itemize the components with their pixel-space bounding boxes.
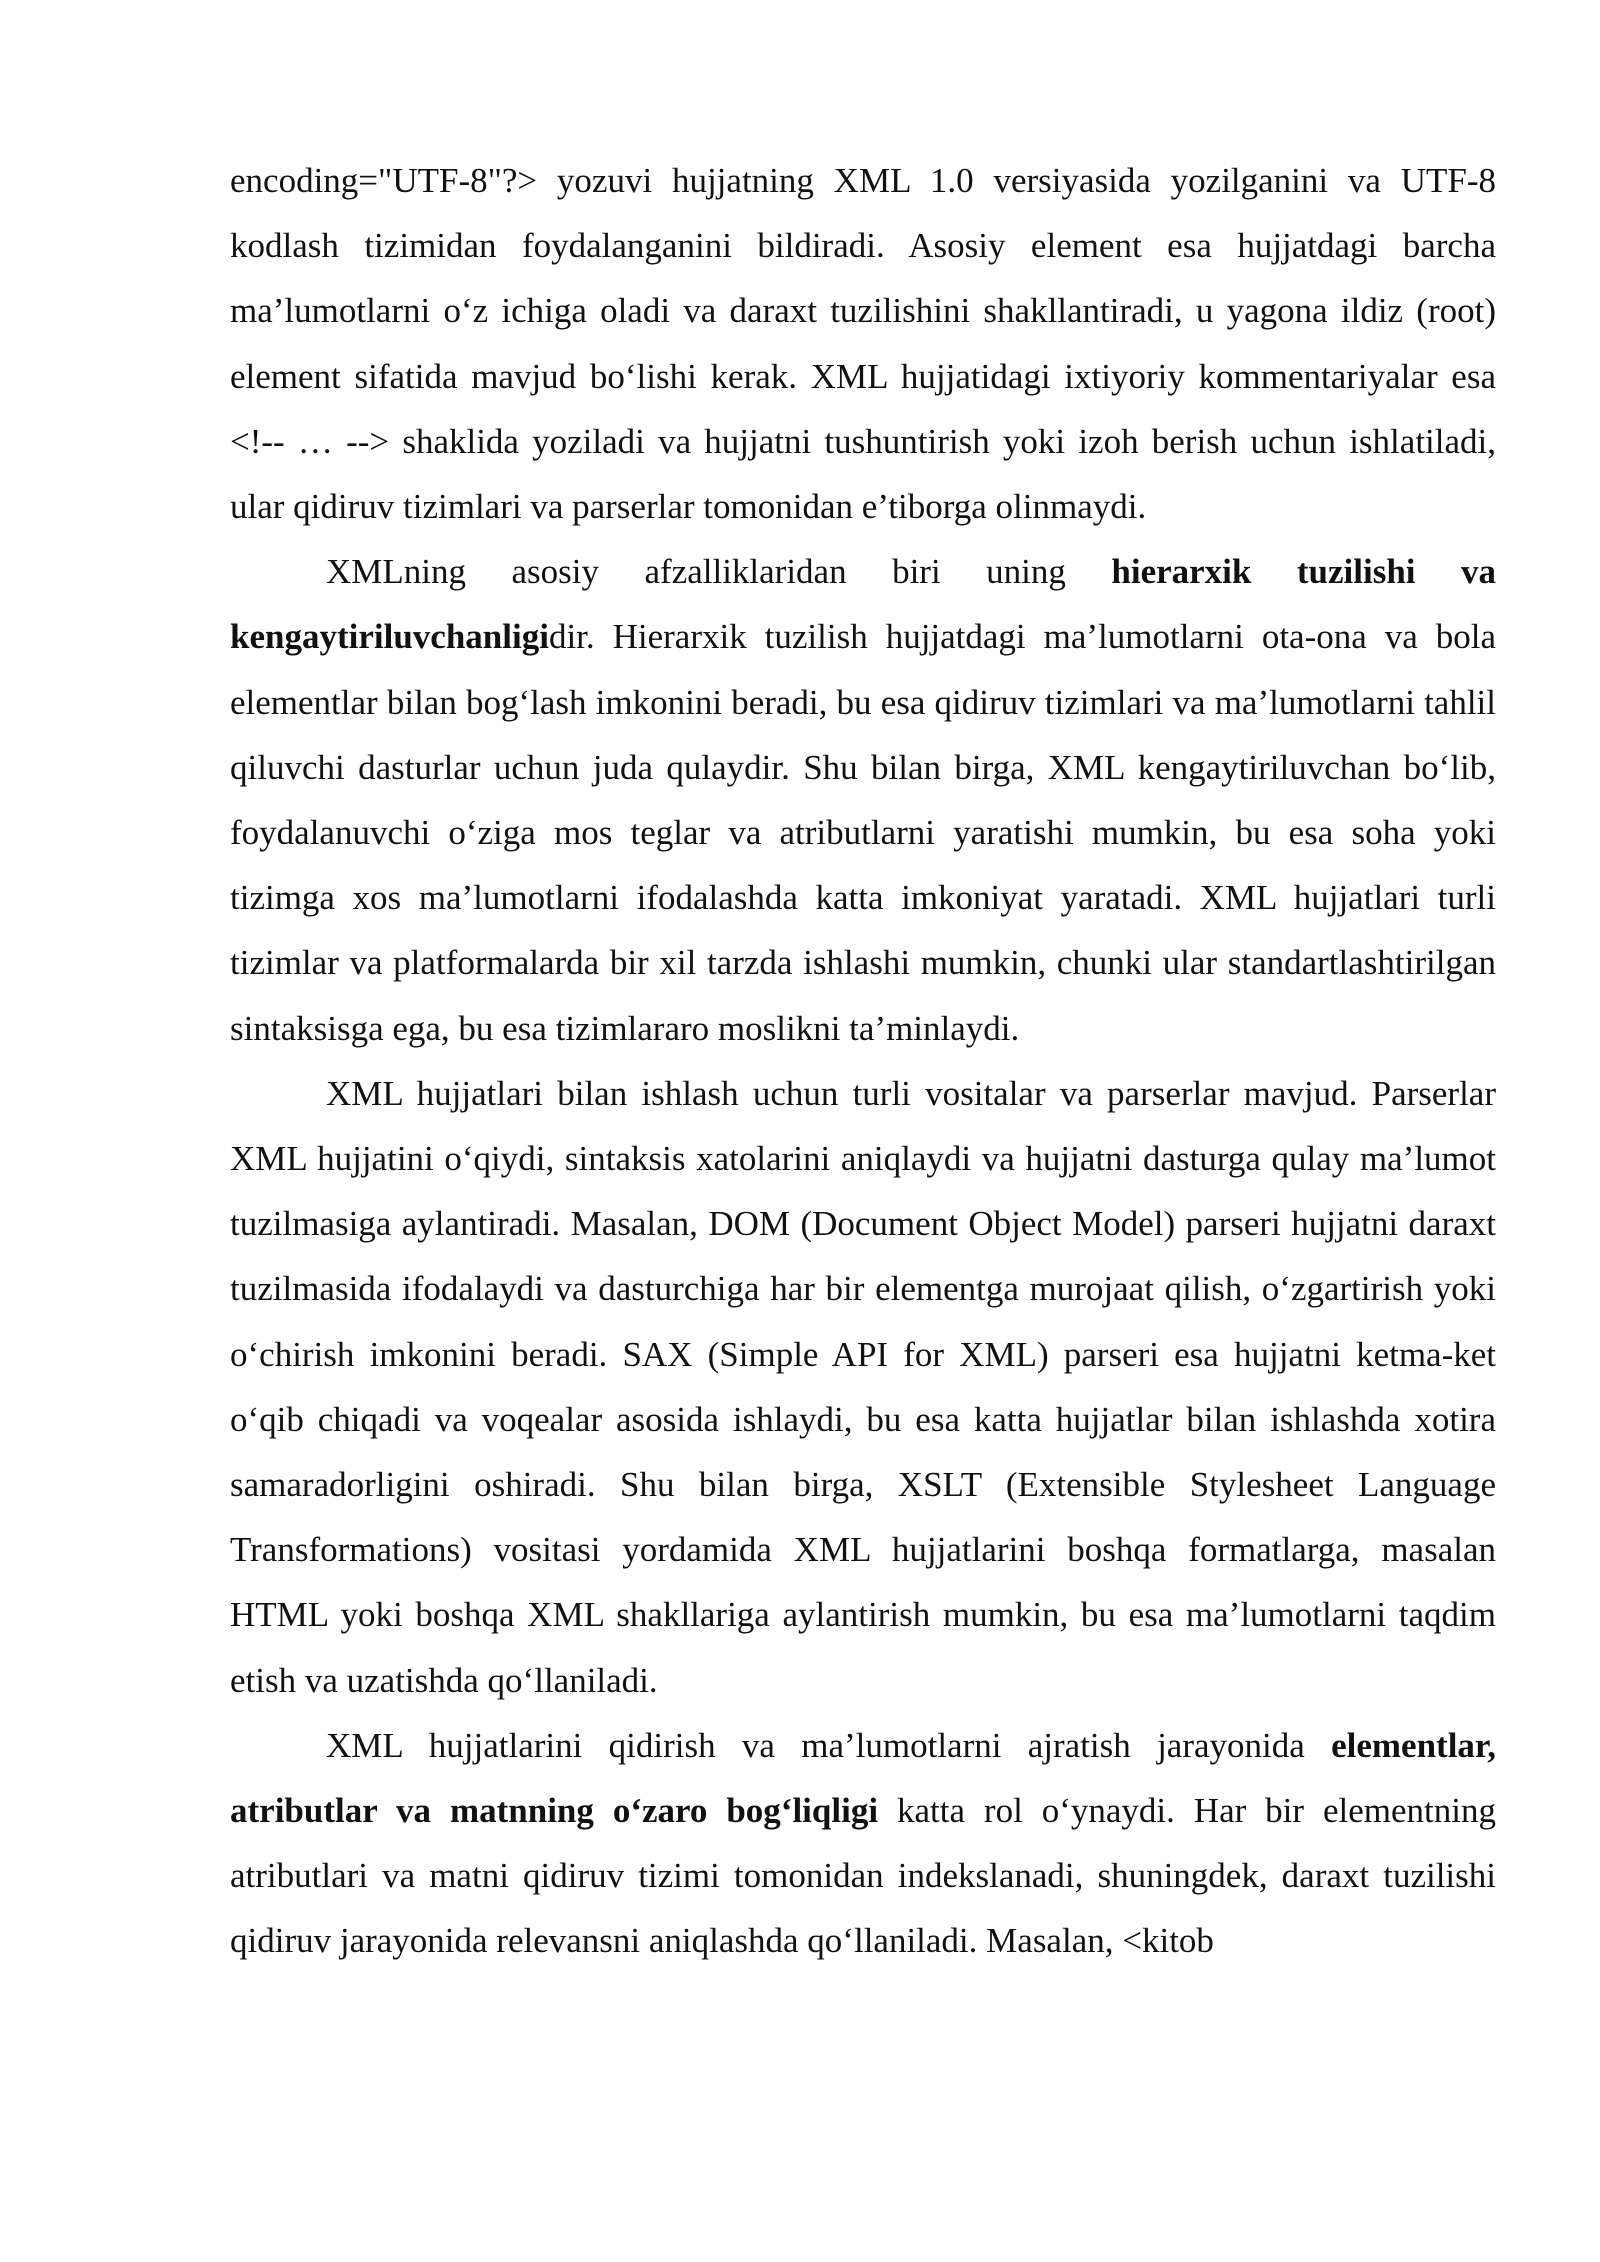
paragraph-4 — [230, 1713, 1496, 1974]
paragraph-2-run-1: XMLning asosiy afzalliklaridan biri uning — [326, 552, 1112, 592]
paragraph-1-run-1: encoding="UTF-8"?> yozuvi hujjatning XML 1.0 versiyasida yozilganini va UTF-8 kodlash tizimidan foydalanganini bildiradi. Asosiy element esa hujjatdagi barcha ma’lumotlarni o‘z ichiga oladi va daraxt tuzilishini shakllantiradi, u yagona ildiz (root) element sifatida mavjud bo‘lishi kerak. XML hujjatidagi ixtiyoriy kommentariyalar esa <!-- … --> shaklida yoziladi va hujjatni tushuntirish yoki izoh berish uchun ishlatiladi, ular qidiruv tizimlari va parserlar tomonidan e’tiborga olinmaydi. — [230, 161, 1496, 527]
paragraph-3-run-1: XML hujjatlari bilan ishlash uchun turli vositalar va parserlar mavjud. Parserlar XML hujjatini o‘qiydi, sintaksis xatolarini aniqlaydi va hujjatni dasturga qulay ma’lumot tuzilmasiga aylantiradi. Masalan, DOM (Document Object Model) parseri hujjatni daraxt tuzilmasida ifodalaydi va dasturchiga har bir elementga murojaat qilish, o‘zgartirish yoki o‘chirish imkonini beradi. SAX (Simple API for XML) parseri esa hujjatni ketma-ket o‘qib chiqadi va voqealar asosida ishlaydi, bu esa katta hujjatlar bilan ishlashda xotira samaradorligini oshiradi. Shu bilan birga, XSLT (Extensible Stylesheet Language Transformations) vositasi yordamida XML hujjatlarini boshqa formatlarga, masalan HTML yoki boshqa XML shakllariga aylantirish mumkin, bu esa ma’lumotlarni taqdim etish va uzatishda qo‘llaniladi. — [230, 1073, 1496, 1700]
paragraph-2-run-3: dir. Hierarxik tuzilish hujjatdagi ma’lumotlarni ota-ona va bola elementlar bilan bog‘lash imkonini beradi, bu esa qidiruv tizimlari va ma’lumotlarni tahlil qiluvchi dasturlar uchun juda qulaydir. Shu bilan birga, XML kengaytiriluvchan bo‘lib, foydalanuvchi o‘ziga mos teglar va atributlarni yaratishi mumkin, bu esa soha yoki tizimga xos ma’lumotlarni ifodalashda katta imkoniyat yaratadi. XML hujjatlari turli tizimlar va platformalarda bir xil tarzda ishlashi mumkin, chunki ular standartlashtirilgan sintaksisga ega, bu esa tizimlararo moslikni ta’minlaydi. — [230, 617, 1496, 1048]
document-body — [230, 148, 1496, 1974]
paragraph-2 — [230, 539, 1496, 1061]
paragraph-4-run-1: XML hujjatlarini qidirish va ma’lumotlarni ajratish jarayonida — [326, 1725, 1332, 1765]
paragraph-3 — [230, 1061, 1496, 1713]
paragraph-1 — [230, 148, 1496, 539]
paragraph-4-bold-run: elementlar, atributlar va matnning o‘zaro bog‘liqligi — [230, 1725, 1496, 1831]
paragraph-4-run-3: katta rol o‘ynaydi. Har bir elementning atributlari va matni qidiruv tizimi tomonidan indekslanadi, shuningdek, daraxt tuzilishi qidiruv jarayonida relevansni aniqlashda qo‘llaniladi. Masalan, <kitob — [230, 1791, 1496, 1961]
paragraph-2-bold-run: hierarxik tuzilishi va kengaytiriluvchanligi — [230, 552, 1496, 657]
